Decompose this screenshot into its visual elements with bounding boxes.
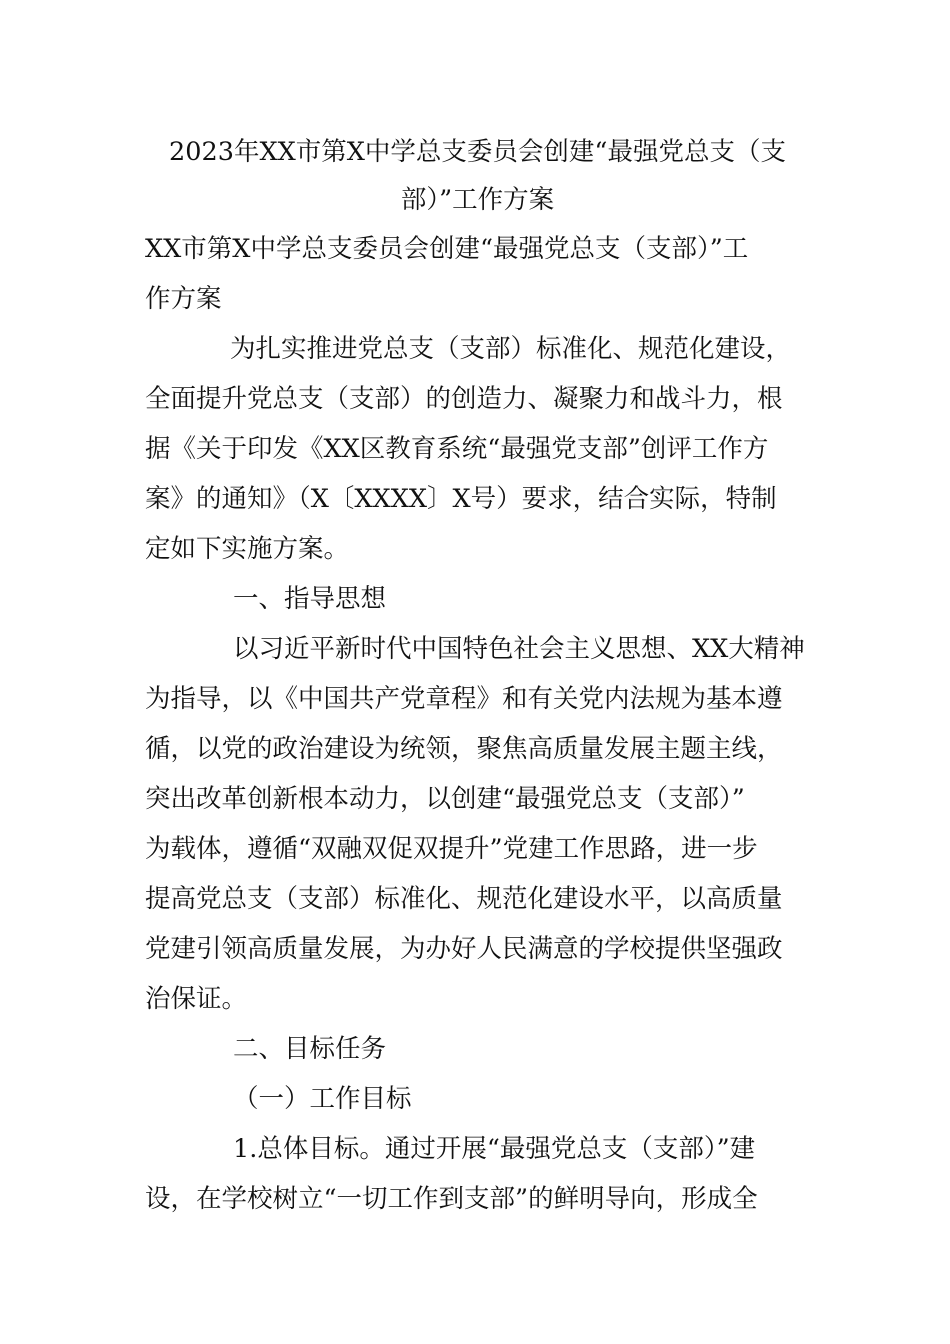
- section1-line-3: 循，以党的政治建设为统领，聚焦高质量发展主题主线，: [145, 734, 783, 764]
- section1-line-6: 提高党总支（支部）标准化、规范化建设水平，以高质量: [145, 884, 783, 914]
- section1-line-1: 以习近平新时代中国特色社会主义思想、XX大精神: [233, 634, 805, 664]
- intro-line-3: 据《关于印发《XX区教育系统“最强党支部”创评工作方: [145, 434, 769, 464]
- intro-line-5: 定如下实施方案。: [145, 534, 350, 564]
- intro-line-2: 全面提升党总支（支部）的创造力、凝聚力和战斗力，根: [145, 384, 783, 414]
- document-body: [145, 128, 810, 1224]
- subsection-heading-work-goals: （一）工作目标: [233, 1084, 412, 1114]
- document-title: [145, 128, 810, 224]
- subtitle-line-2: 作方案: [145, 284, 222, 314]
- document-subtitle: [145, 224, 810, 324]
- section-heading-goals-tasks: 二、目标任务: [233, 1034, 387, 1064]
- intro-paragraph: [145, 324, 810, 574]
- intro-line-1: 为扎实推进党总支（支部）标准化、规范化建设，: [230, 334, 792, 364]
- title-line-2: 部）”工作方案: [400, 185, 555, 215]
- item1-paragraph: [145, 1124, 810, 1224]
- item1-line-2: 设，在学校树立“一切工作到支部”的鲜明导向，形成全: [145, 1184, 758, 1214]
- section1-line-4: 突出改革创新根本动力，以创建“最强党总支（支部）”: [145, 784, 745, 814]
- intro-line-4: 案》的通知》（X〔XXXX〕X号）要求，结合实际，特制: [145, 484, 777, 514]
- section1-line-8: 治保证。: [145, 984, 248, 1014]
- item1-line-1: 1.总体目标。通过开展“最强党总支（支部）”建: [233, 1134, 756, 1164]
- section1-line-5: 为载体，遵循“双融双促双提升”党建工作思路，进一步: [145, 834, 758, 864]
- title-line-1: 2023年XX市第X中学总支委员会创建“最强党总支（支: [169, 137, 786, 167]
- section1-line-2: 为指导，以《中国共产党章程》和有关党内法规为基本遵: [145, 684, 783, 714]
- subtitle-line-1: XX市第X中学总支委员会创建“最强党总支（支部）”工: [145, 234, 749, 264]
- section1-paragraph: [145, 624, 810, 1024]
- section1-line-7: 党建引领高质量发展，为办好人民满意的学校提供坚强政: [145, 934, 783, 964]
- section-heading-guiding-ideology: 一、指导思想: [233, 584, 387, 614]
